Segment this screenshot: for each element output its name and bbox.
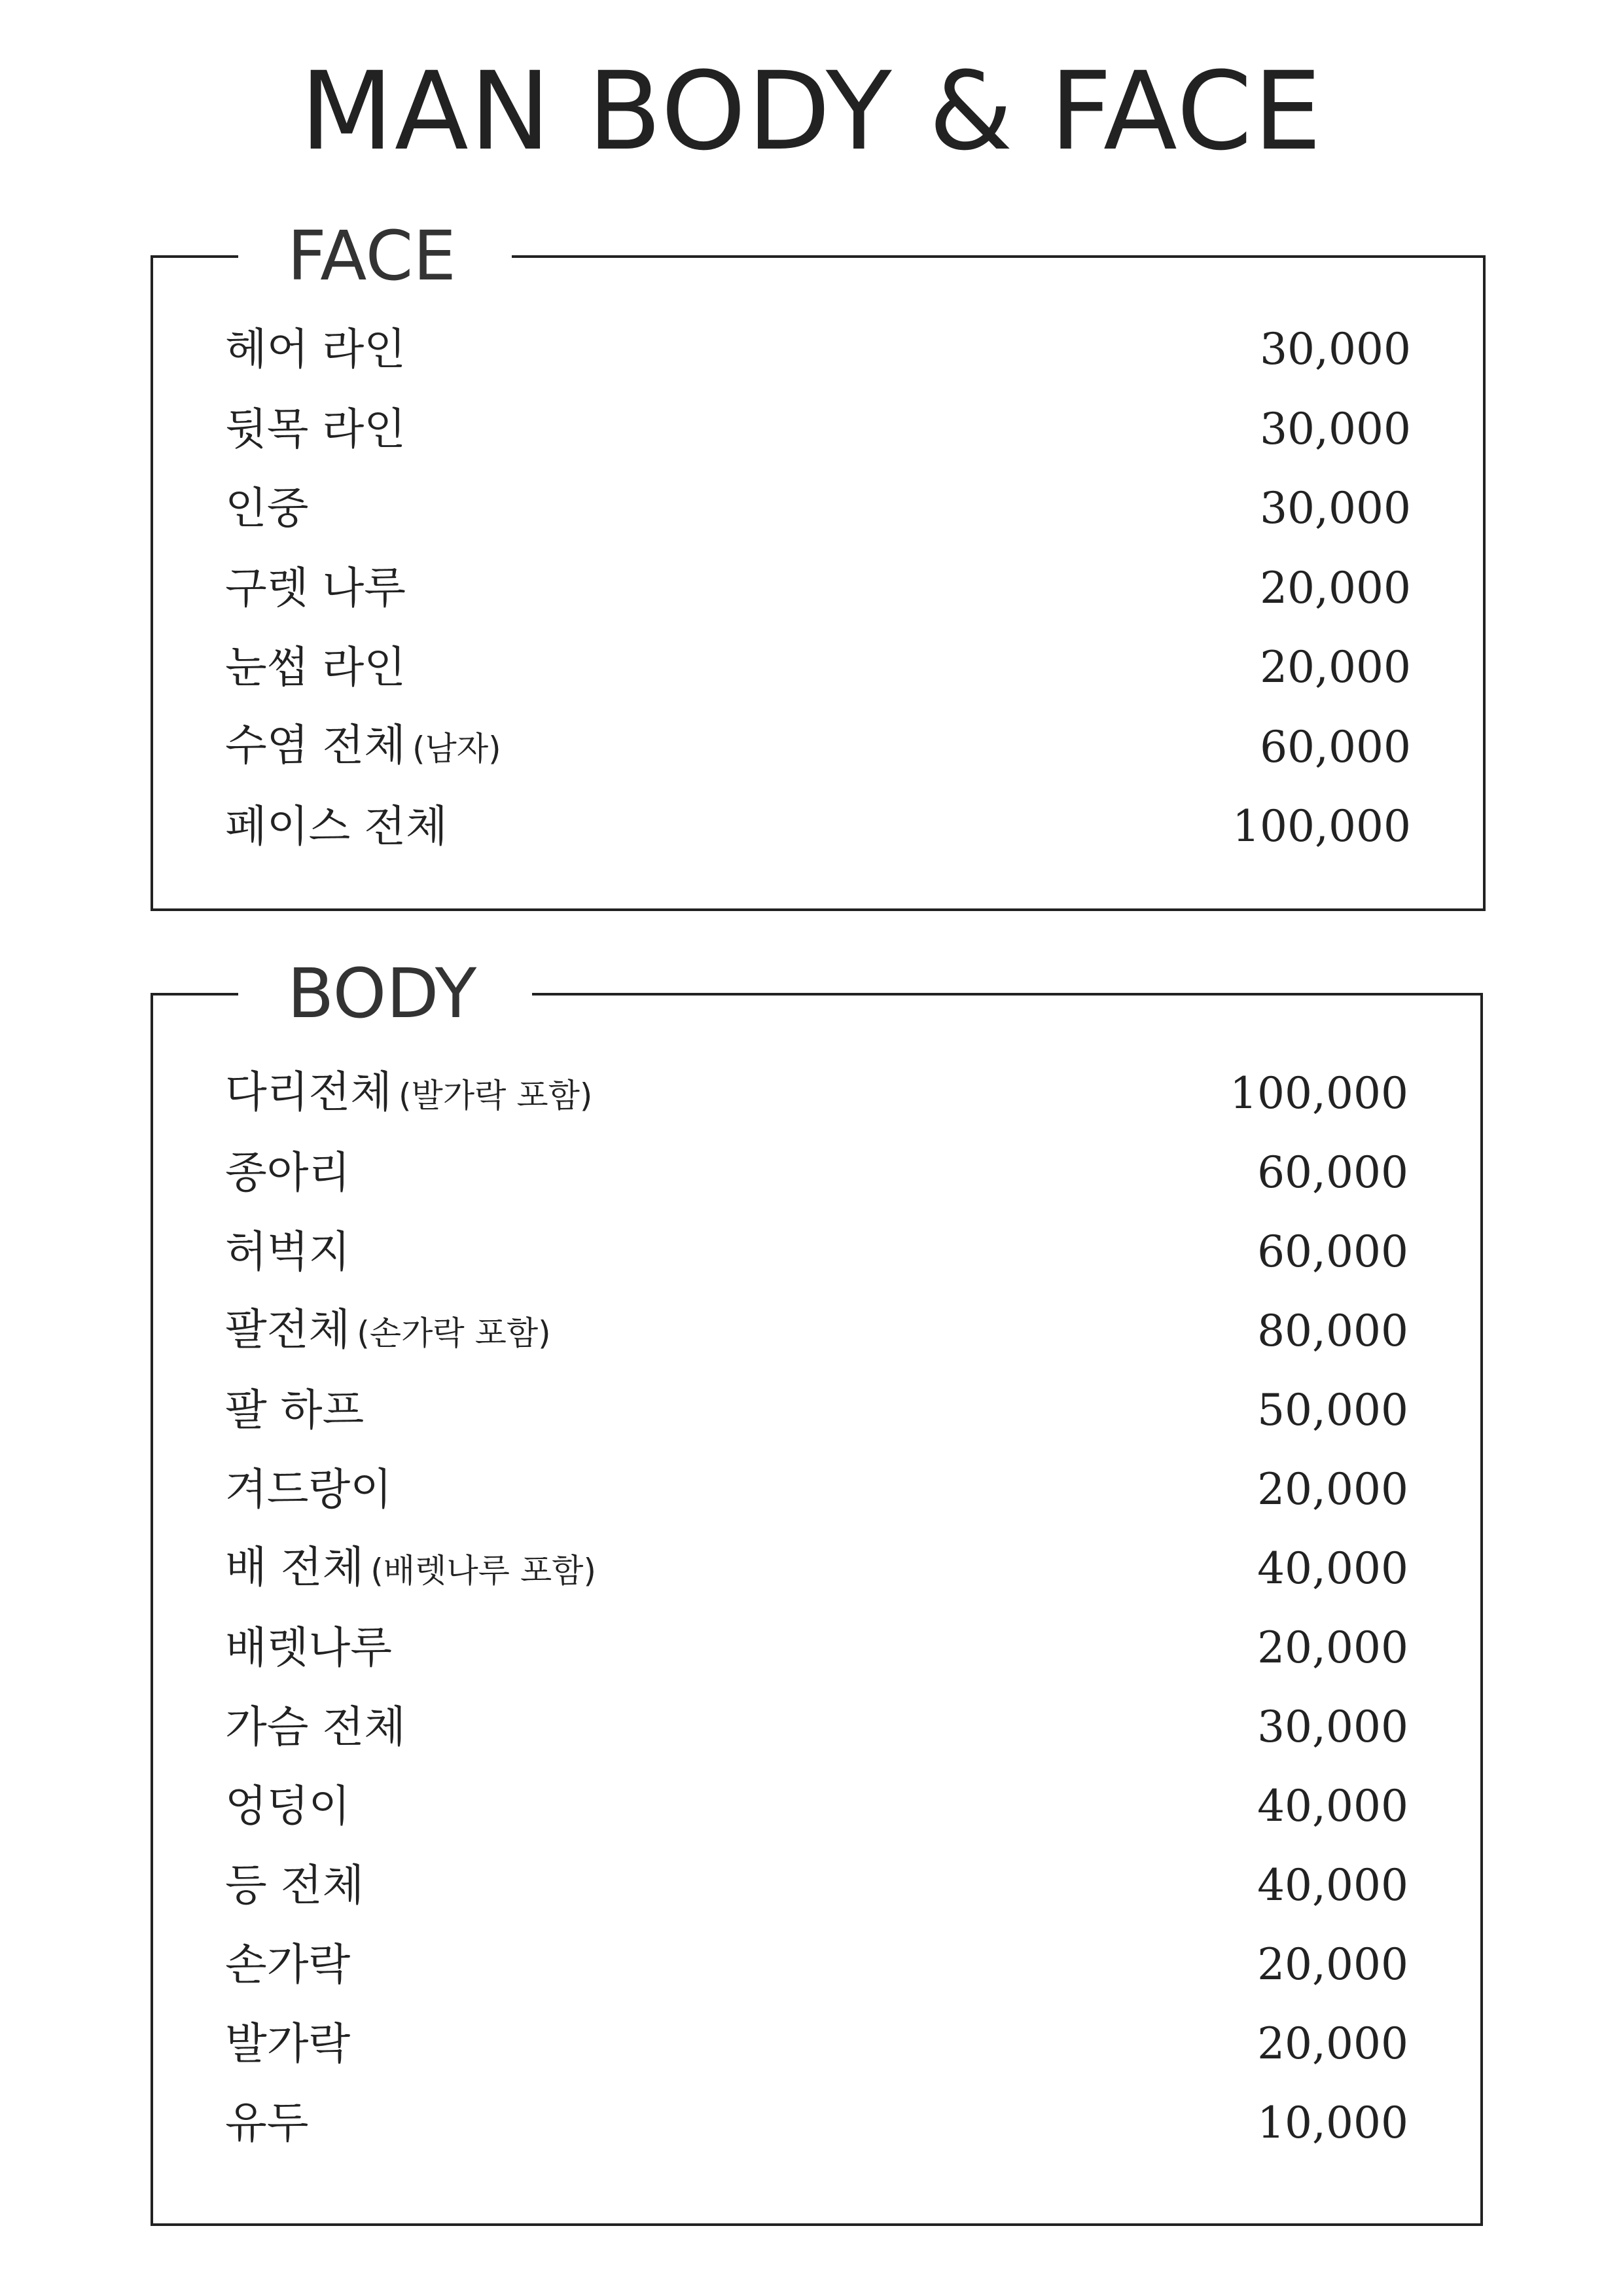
item-name xyxy=(225,2015,350,2073)
item-price: 30,000 xyxy=(1260,324,1411,374)
item-price: 40,000 xyxy=(1257,1543,1408,1594)
price-row xyxy=(225,400,1411,459)
item-price: 40,000 xyxy=(1257,1781,1408,1831)
item-name xyxy=(225,797,448,856)
item-name-text: 발가락 xyxy=(225,2018,351,2069)
item-name xyxy=(225,1619,392,1677)
item-price: 20,000 xyxy=(1260,562,1411,613)
item-name xyxy=(225,1935,350,1994)
item-name-text: 배 전체 xyxy=(225,1541,365,1592)
item-name xyxy=(225,1381,364,1440)
item-price: 30,000 xyxy=(1260,403,1411,454)
item-name-text: 종아리 xyxy=(225,1147,351,1198)
item-price: 30,000 xyxy=(1260,483,1411,533)
price-row xyxy=(225,1223,1408,1282)
price-row xyxy=(225,1460,1408,1519)
item-name-text: 다리전체 xyxy=(225,1066,393,1117)
page-title: MAN BODY & FACE xyxy=(300,48,1323,174)
item-name-text: 겨드랑이 xyxy=(225,1464,393,1515)
item-name-text: 유두 xyxy=(225,2098,309,2148)
item-price: 20,000 xyxy=(1260,642,1411,692)
item-name-text: 엉덩이 xyxy=(225,1781,351,1831)
item-name-text: 등 전체 xyxy=(225,1860,365,1910)
item-name-text: 페이스 전체 xyxy=(225,801,448,852)
price-row xyxy=(225,1698,1408,1757)
item-price: 20,000 xyxy=(1257,1939,1408,1990)
face-section-label: FACE xyxy=(238,200,512,312)
body-section-label: BODY xyxy=(238,938,532,1049)
price-row xyxy=(225,1143,1408,1202)
item-name-text: 허벅지 xyxy=(225,1227,351,1277)
price-row xyxy=(225,1935,1408,1994)
item-name xyxy=(225,1856,364,1915)
item-name xyxy=(225,1063,592,1125)
price-row xyxy=(225,797,1411,856)
price-row xyxy=(225,1619,1408,1677)
item-name xyxy=(225,2094,309,2153)
item-price: 50,000 xyxy=(1257,1385,1408,1435)
price-row xyxy=(225,2094,1408,2153)
item-price: 100,000 xyxy=(1230,1068,1408,1119)
item-price: 60,000 xyxy=(1260,721,1411,772)
item-name-text: 인중 xyxy=(225,483,309,533)
price-row xyxy=(225,1856,1408,1915)
item-name-text: 눈썹 라인 xyxy=(225,642,406,692)
face-section xyxy=(151,216,1486,911)
price-row xyxy=(225,1064,1408,1123)
item-name xyxy=(225,1460,392,1519)
price-row xyxy=(225,718,1411,777)
price-row xyxy=(225,559,1411,618)
item-price: 20,000 xyxy=(1257,1623,1408,1673)
item-price: 30,000 xyxy=(1257,1702,1408,1752)
price-row xyxy=(225,2015,1408,2073)
item-name xyxy=(225,716,501,778)
item-note: (배렛나루 포함) xyxy=(370,1551,596,1590)
item-name-text: 배렛나루 xyxy=(225,1623,393,1673)
item-name-text: 수염 전체 xyxy=(225,720,406,770)
item-note: (발가락 포함) xyxy=(399,1076,593,1115)
item-price: 60,000 xyxy=(1257,1147,1408,1198)
item-price: 20,000 xyxy=(1257,2018,1408,2069)
price-row xyxy=(225,1777,1408,1836)
price-row xyxy=(225,1539,1408,1598)
price-row xyxy=(225,479,1411,538)
item-note: (남자) xyxy=(412,730,501,768)
item-name xyxy=(225,638,406,697)
item-price: 80,000 xyxy=(1257,1306,1408,1356)
item-name-text: 가슴 전체 xyxy=(225,1702,406,1752)
item-note: (손가락 포함) xyxy=(357,1314,551,1352)
item-name-text: 손가락 xyxy=(225,1939,351,1990)
price-row xyxy=(225,1381,1408,1440)
price-row xyxy=(225,638,1411,697)
item-name xyxy=(225,1538,596,1600)
item-price: 60,000 xyxy=(1257,1227,1408,1277)
item-name xyxy=(225,479,309,538)
item-name xyxy=(225,1143,350,1202)
item-name-text: 팔전체 xyxy=(225,1304,351,1355)
item-name xyxy=(225,559,406,618)
item-name xyxy=(225,1698,406,1757)
item-price: 20,000 xyxy=(1257,1464,1408,1515)
body-section xyxy=(151,954,1483,2226)
price-row xyxy=(225,320,1411,379)
item-name-text: 뒷목 라인 xyxy=(225,403,406,454)
item-name xyxy=(225,1777,350,1836)
item-name-text: 팔 하프 xyxy=(225,1385,365,1435)
item-name xyxy=(225,1223,350,1282)
item-name xyxy=(225,400,406,459)
item-name xyxy=(225,1300,551,1363)
item-price: 10,000 xyxy=(1257,2098,1408,2148)
price-row xyxy=(225,1302,1408,1361)
item-name xyxy=(225,320,406,379)
item-price: 100,000 xyxy=(1232,801,1411,852)
item-name-text: 헤어 라인 xyxy=(225,324,406,374)
item-price: 40,000 xyxy=(1257,1860,1408,1910)
item-name-text: 구렛 나루 xyxy=(225,562,406,613)
